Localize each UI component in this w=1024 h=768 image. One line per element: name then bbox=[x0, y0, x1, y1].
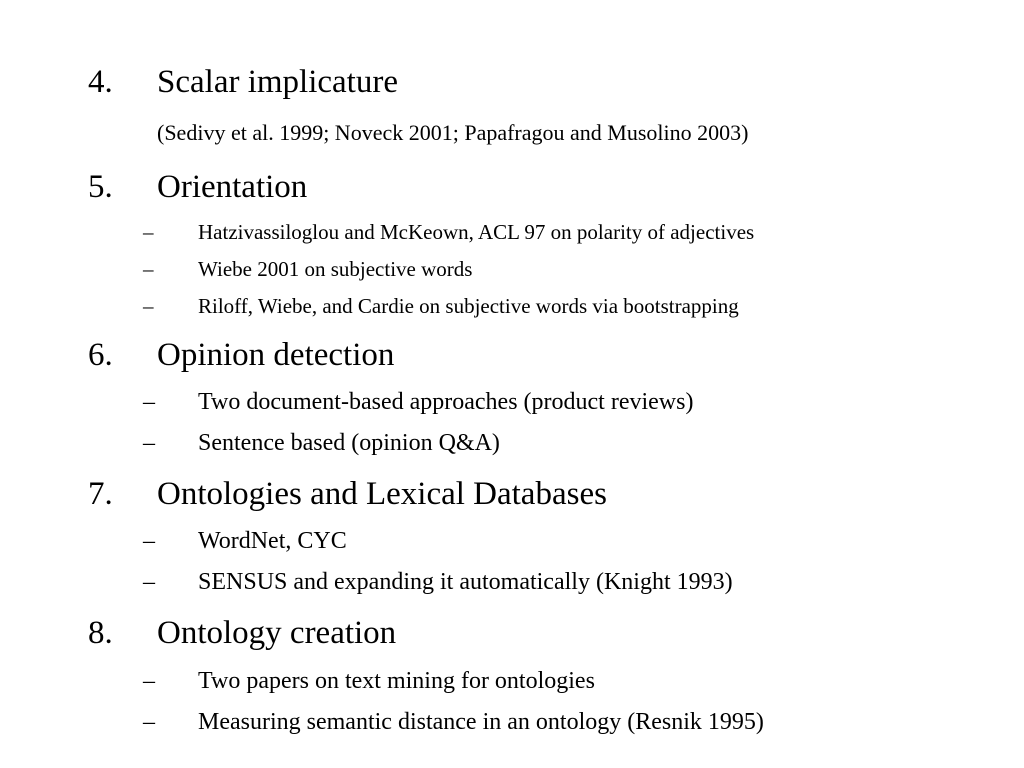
subitem-text: Measuring semantic distance in an ontology (Resnik 1995) bbox=[198, 709, 764, 735]
subitem-dash: – bbox=[143, 668, 155, 694]
item-citation: (Sedivy et al. 1999; Noveck 2001; Papafragou and Musolino 2003) bbox=[157, 120, 749, 145]
subitem-text: Two papers on text mining for ontologies bbox=[198, 668, 595, 694]
item-title: Orientation bbox=[157, 169, 308, 205]
item-number: 7. bbox=[88, 476, 113, 512]
item-title: Opinion detection bbox=[157, 337, 395, 373]
subitem-dash: – bbox=[143, 528, 155, 554]
subitem-text: Two document-based approaches (product reviews) bbox=[198, 389, 694, 415]
subitem-text: Wiebe 2001 on subjective words bbox=[198, 257, 473, 281]
subitem-text: WordNet, CYC bbox=[198, 528, 347, 554]
item-title: Ontology creation bbox=[157, 615, 397, 651]
subitem-dash: – bbox=[143, 430, 155, 456]
item-title: Scalar implicature bbox=[157, 64, 398, 100]
subitem-dash: – bbox=[143, 294, 154, 318]
subitem-dash: – bbox=[143, 569, 155, 595]
subitem-dash: – bbox=[143, 389, 155, 415]
subitem-dash: – bbox=[143, 709, 155, 735]
item-number: 8. bbox=[88, 615, 113, 651]
subitem-text: SENSUS and expanding it automatically (Knight 1993) bbox=[198, 569, 733, 595]
item-title: Ontologies and Lexical Databases bbox=[157, 476, 607, 512]
subitem-dash: – bbox=[143, 257, 154, 281]
item-number: 6. bbox=[88, 337, 113, 373]
item-number: 5. bbox=[88, 169, 113, 205]
subitem-text: Sentence based (opinion Q&A) bbox=[198, 430, 500, 456]
item-number: 4. bbox=[88, 64, 113, 100]
subitem-text: Hatzivassiloglou and McKeown, ACL 97 on polarity of adjectives bbox=[198, 220, 755, 244]
subitem-dash: – bbox=[143, 220, 154, 244]
subitem-text: Riloff, Wiebe, and Cardie on subjective words via bootstrapping bbox=[198, 294, 739, 318]
